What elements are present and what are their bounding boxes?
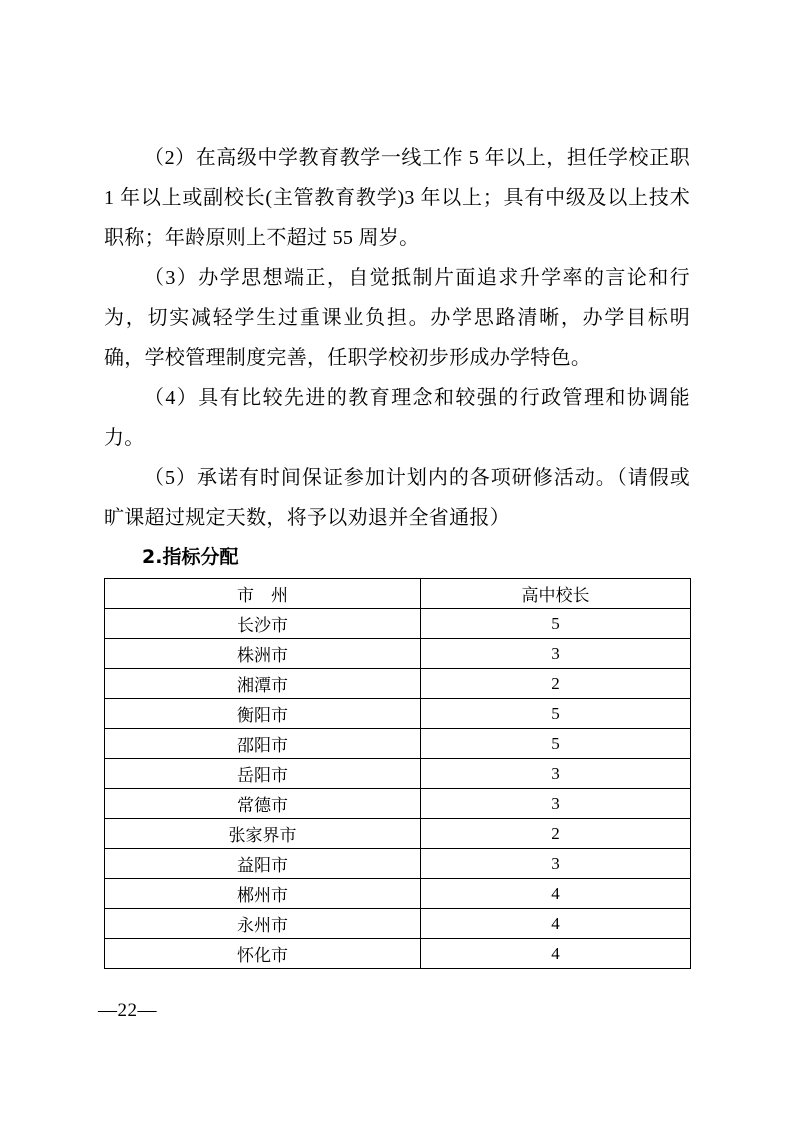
- table-header-row: [105, 579, 691, 609]
- paragraph-condition-5: （5）承诺有时间保证参加计划内的各项研修活动。（请假或旷课超过规定天数，将予以劝退并全省通报）: [104, 467, 690, 529]
- table-row: [105, 699, 691, 729]
- city-cell: 衡阳市: [105, 699, 421, 729]
- page-number: —22—: [98, 1000, 157, 1021]
- paragraph-condition-4: （4）具有比较先进的教育理念和较强的行政管理和协调能力。: [104, 387, 690, 449]
- city-cell: 邵阳市: [105, 729, 421, 759]
- city-cell: 张家界市: [105, 819, 421, 849]
- table-row: [105, 759, 691, 789]
- table-row: [105, 849, 691, 879]
- city-cell: 株洲市: [105, 639, 421, 669]
- table-row: [105, 729, 691, 759]
- table-row: [105, 909, 691, 939]
- paragraph-condition-2: （2）在高级中学教育教学一线工作 5 年以上，担任学校正职 1 年以上或副校长(主管教育教学)3 年以上；具有中级及以上技术职称；年龄原则上不超过 55 周岁。: [104, 147, 690, 249]
- quota-cell: 4: [421, 879, 691, 909]
- city-cell: 益阳市: [105, 849, 421, 879]
- header-city: 市 州: [105, 579, 421, 609]
- quota-cell: 3: [421, 849, 691, 879]
- city-cell: 常德市: [105, 789, 421, 819]
- city-cell: 怀化市: [105, 939, 421, 969]
- paragraph-condition-3: （3）办学思想端正，自觉抵制片面追求升学率的言论和行为，切实减轻学生过重课业负担。办学思路清晰，办学目标明确，学校管理制度完善，任职学校初步形成办学特色。: [104, 267, 690, 369]
- city-cell: 长沙市: [105, 609, 421, 639]
- city-cell: 岳阳市: [105, 759, 421, 789]
- city-cell: 永州市: [105, 909, 421, 939]
- quota-cell: 4: [421, 909, 691, 939]
- section-heading-quota-allocation: 2.指标分配: [142, 546, 239, 568]
- table-row: [105, 669, 691, 699]
- table-row: [105, 879, 691, 909]
- city-cell: 湘潭市: [105, 669, 421, 699]
- quota-cell: 4: [421, 939, 691, 969]
- quota-cell: 3: [421, 759, 691, 789]
- quota-cell: 5: [421, 609, 691, 639]
- quota-cell: 5: [421, 729, 691, 759]
- quota-cell: 3: [421, 789, 691, 819]
- table-row: [105, 639, 691, 669]
- quota-cell: 3: [421, 639, 691, 669]
- table-row: [105, 609, 691, 639]
- quota-cell: 2: [421, 819, 691, 849]
- header-principal-quota: 高中校长: [421, 579, 691, 609]
- table-row: [105, 939, 691, 969]
- document-content: [104, 138, 690, 969]
- city-cell: 郴州市: [105, 879, 421, 909]
- table-row: [105, 789, 691, 819]
- quota-cell: 5: [421, 699, 691, 729]
- table-row: [105, 819, 691, 849]
- quota-allocation-table: [104, 578, 691, 969]
- quota-cell: 2: [421, 669, 691, 699]
